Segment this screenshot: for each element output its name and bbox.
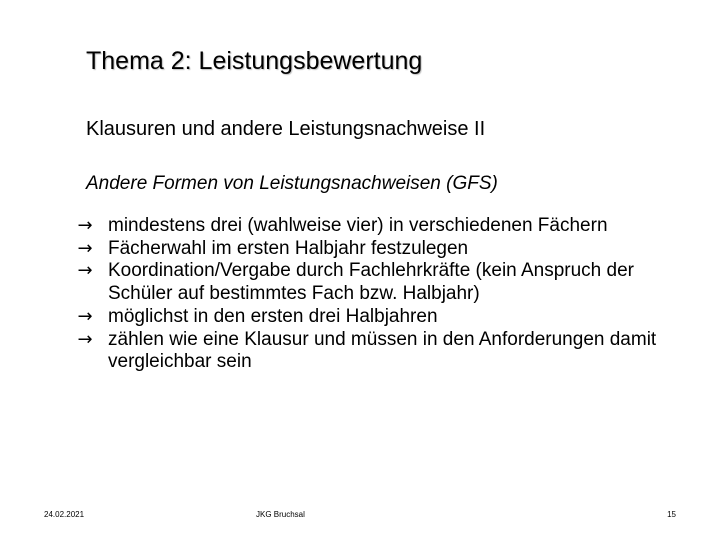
slide-subtitle: Klausuren und andere Leistungsnachweise II <box>86 118 486 140</box>
bullet-item <box>70 238 670 261</box>
page-number: 15 <box>667 510 676 519</box>
bullet-item <box>70 329 670 374</box>
footer-center-text: JKG Bruchsal <box>256 510 305 519</box>
section-heading: Andere Formen von Leistungsnachweisen (GFS) <box>86 173 498 194</box>
bullet-list <box>70 215 670 374</box>
bullet-text: möglichst in den ersten drei Halbjahren <box>108 305 438 327</box>
bullet-item <box>70 260 670 305</box>
arrow-right-icon: → <box>77 328 93 350</box>
slide-title: Thema 2: Leistungsbewertung <box>86 47 423 75</box>
bullet-text: Fächerwahl im ersten Halbjahr festzulegen <box>108 237 469 259</box>
bullet-text: mindestens drei (wahlweise vier) in verschiedenen Fächern <box>108 215 608 236</box>
bullet-text: zählen wie eine Klausur und müssen in den Anforderungen damit vergleichbar sein <box>108 328 657 373</box>
arrow-right-icon: → <box>77 305 93 327</box>
arrow-right-icon: → <box>77 237 93 259</box>
arrow-right-icon: → <box>77 215 93 236</box>
arrow-right-icon: → <box>77 260 93 282</box>
bullet-item <box>70 215 670 238</box>
footer-date: 24.02.2021 <box>44 510 85 519</box>
bullet-item <box>70 306 670 329</box>
bullet-text: Koordination/Vergabe durch Fachlehrkräfte (kein Anspruch der Schüler auf bestimmtes Fach bzw. Halbjahr) <box>108 260 634 305</box>
